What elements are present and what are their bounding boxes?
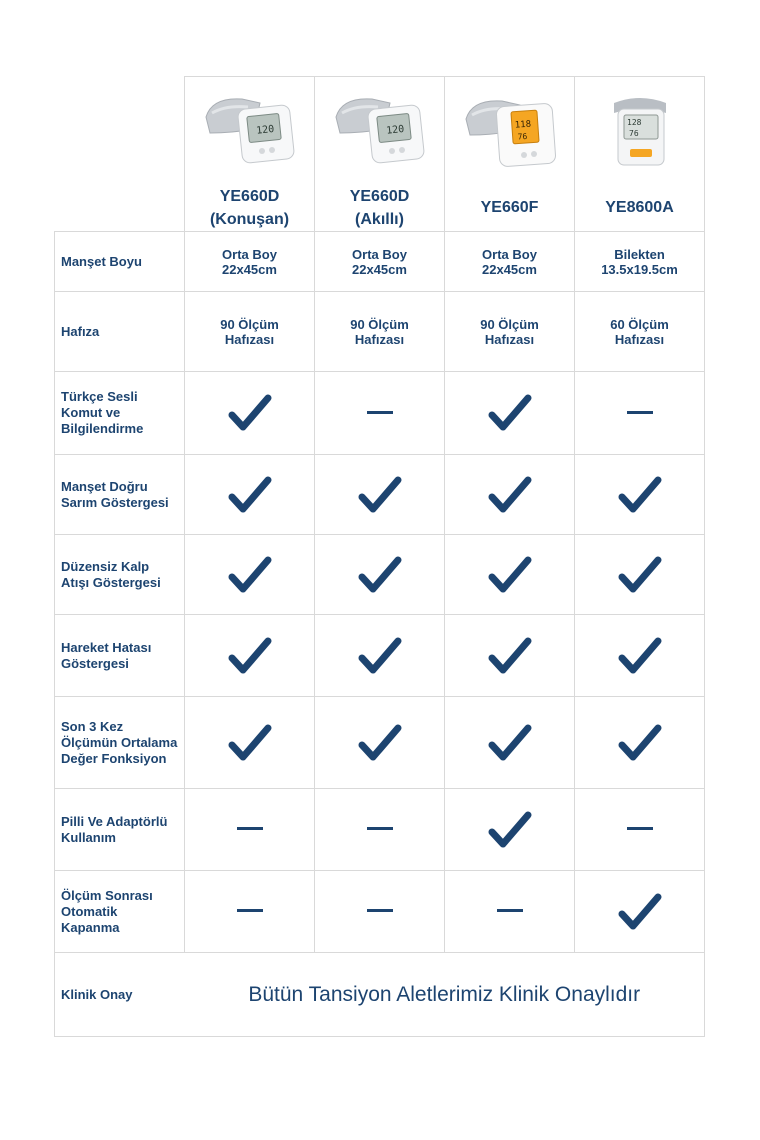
dash-icon <box>367 410 393 416</box>
check-mark-cell <box>315 697 445 789</box>
product-column-header <box>185 77 315 232</box>
check-icon <box>488 475 532 515</box>
check-icon <box>618 892 662 932</box>
value-cell: 90 Ölçüm Hafızası <box>185 292 315 372</box>
row-label: Manşet Boyu <box>55 232 185 292</box>
product-name: YE660F <box>480 199 539 216</box>
svg-text:120: 120 <box>385 123 405 137</box>
value-cell: Bilekten 13.5x19.5cm <box>575 232 705 292</box>
check-mark-cell <box>185 535 315 615</box>
product-column-header <box>315 77 445 232</box>
check-mark-cell <box>575 871 705 953</box>
check-icon <box>618 475 662 515</box>
row-label: Düzensiz Kalp Atışı Göstergesi <box>55 535 185 615</box>
check-icon <box>488 723 532 763</box>
check-icon <box>488 636 532 676</box>
check-mark-cell <box>445 615 575 697</box>
check-icon <box>358 723 402 763</box>
row-label: Ölçüm Sonrası Otomatik Kapanma <box>55 871 185 953</box>
dash-mark-cell <box>575 372 705 455</box>
dash-icon <box>497 908 523 914</box>
row-battery-adapter <box>55 789 705 871</box>
check-icon <box>228 393 272 433</box>
dash-mark-cell <box>315 871 445 953</box>
dash-mark-cell <box>315 789 445 871</box>
dash-icon <box>367 908 393 914</box>
row-label: Hafıza <box>55 292 185 372</box>
check-mark-cell <box>575 615 705 697</box>
check-mark-cell <box>445 455 575 535</box>
check-mark-cell <box>185 697 315 789</box>
row-label: Son 3 Kez Ölçümün Ortalama Değer Fonksiyon <box>55 697 185 789</box>
dash-mark-cell <box>315 372 445 455</box>
svg-text:128: 128 <box>626 118 641 127</box>
row-label: Klinik Onay <box>55 953 185 1037</box>
dash-icon <box>367 826 393 832</box>
row-label: Manşet Doğru Sarım Göstergesi <box>55 455 185 535</box>
check-mark-cell <box>185 455 315 535</box>
dash-mark-cell <box>575 789 705 871</box>
product-column-header <box>575 77 705 232</box>
product-variant: (Konuşan) <box>209 211 290 228</box>
row-cuff-size <box>55 232 705 292</box>
check-icon <box>488 810 532 850</box>
check-mark-cell <box>315 535 445 615</box>
check-mark-cell <box>575 535 705 615</box>
check-mark-cell <box>445 535 575 615</box>
check-icon <box>488 555 532 595</box>
check-icon <box>358 636 402 676</box>
check-mark-cell <box>185 615 315 697</box>
upper-arm-monitor-orange-image <box>462 89 558 175</box>
check-mark-cell <box>315 615 445 697</box>
clinical-approval-text: Bütün Tansiyon Aletlerimiz Klinik Onaylıdır <box>185 953 705 1037</box>
svg-text:76: 76 <box>516 131 528 142</box>
svg-text:76: 76 <box>628 129 639 138</box>
svg-text:118: 118 <box>514 119 531 131</box>
product-header-row <box>55 77 705 232</box>
check-mark-cell <box>185 372 315 455</box>
check-icon <box>228 475 272 515</box>
row-label: Hareket Hatası Göstergesi <box>55 615 185 697</box>
row-label: Pilli Ve Adaptörlü Kullanım <box>55 789 185 871</box>
check-icon <box>488 393 532 433</box>
dash-mark-cell <box>185 871 315 953</box>
product-name: YE660D <box>349 188 410 205</box>
check-icon <box>618 555 662 595</box>
product-column-header <box>445 77 575 232</box>
row-auto-off <box>55 871 705 953</box>
value-cell: 60 Ölçüm Hafızası <box>575 292 705 372</box>
check-icon <box>618 636 662 676</box>
row-clinical-approval <box>55 953 705 1037</box>
dash-icon <box>627 826 653 832</box>
check-icon <box>358 555 402 595</box>
product-variant: (Akıllı) <box>355 211 404 228</box>
corner-cell <box>55 77 185 232</box>
dash-icon <box>237 826 263 832</box>
upper-arm-monitor-image <box>332 89 428 175</box>
check-icon <box>228 555 272 595</box>
dash-mark-cell <box>185 789 315 871</box>
product-name: YE8600A <box>605 199 674 216</box>
product-name: YE660D <box>219 188 280 205</box>
svg-text:120: 120 <box>255 123 275 137</box>
check-icon <box>228 723 272 763</box>
check-icon <box>618 723 662 763</box>
check-icon <box>228 636 272 676</box>
check-mark-cell <box>315 455 445 535</box>
value-cell: Orta Boy 22x45cm <box>445 232 575 292</box>
check-mark-cell <box>575 697 705 789</box>
check-icon <box>358 475 402 515</box>
row-voice-command <box>55 372 705 455</box>
wrist-monitor-image <box>592 89 688 175</box>
value-cell: Orta Boy 22x45cm <box>185 232 315 292</box>
dash-icon <box>237 908 263 914</box>
dash-icon <box>627 410 653 416</box>
check-mark-cell <box>445 789 575 871</box>
value-cell: Orta Boy 22x45cm <box>315 232 445 292</box>
row-memory <box>55 292 705 372</box>
row-label: Türkçe Sesli Komut ve Bilgilendirme <box>55 372 185 455</box>
dash-mark-cell <box>445 871 575 953</box>
row-average-function <box>55 697 705 789</box>
comparison-table <box>54 76 705 1037</box>
value-cell: 90 Ölçüm Hafızası <box>315 292 445 372</box>
row-irregular-heartbeat <box>55 535 705 615</box>
check-mark-cell <box>575 455 705 535</box>
upper-arm-monitor-image <box>202 89 298 175</box>
row-cuff-wrap-indicator <box>55 455 705 535</box>
value-cell: 90 Ölçüm Hafızası <box>445 292 575 372</box>
check-mark-cell <box>445 697 575 789</box>
check-mark-cell <box>445 372 575 455</box>
row-motion-error <box>55 615 705 697</box>
